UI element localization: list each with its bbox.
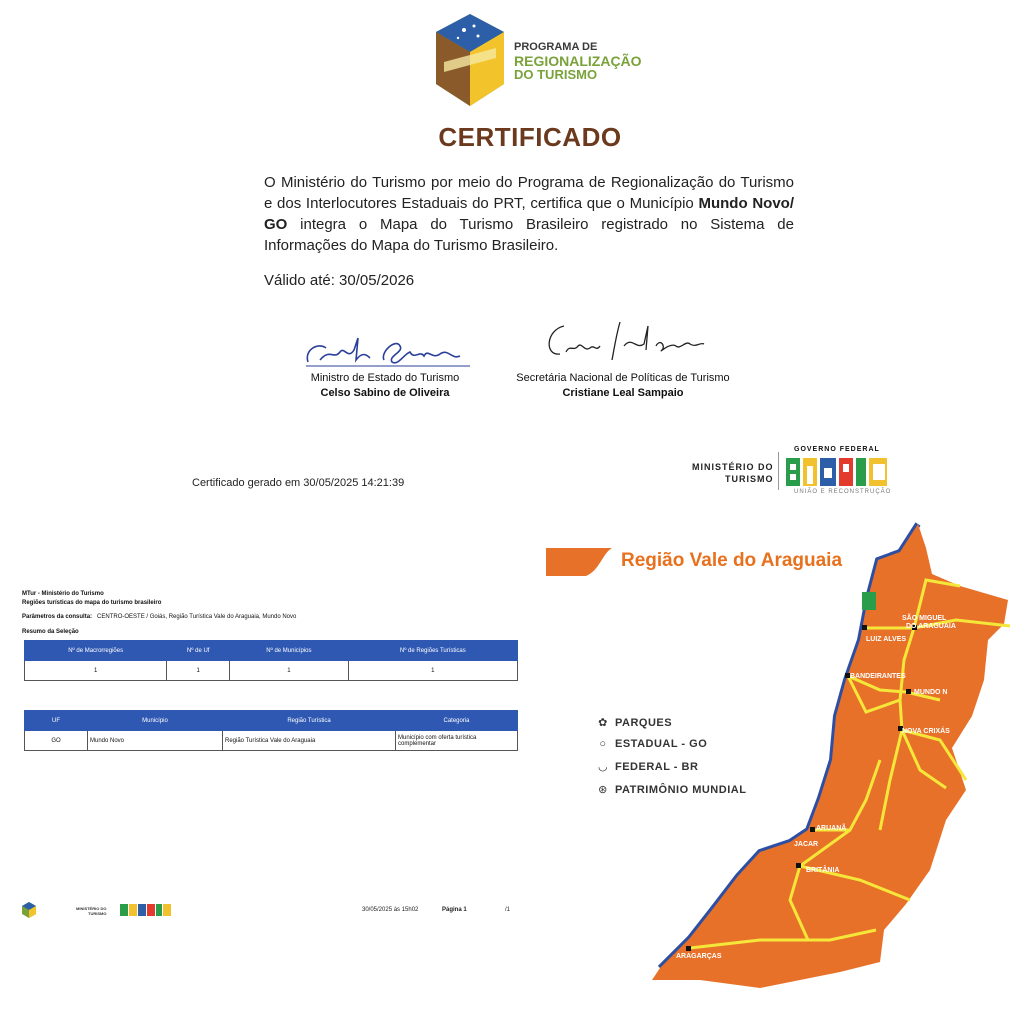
city-label: SÃO MIGUEL: [902, 615, 947, 622]
detail-cell-categoria: Município com oferta turística complementar: [396, 731, 518, 751]
region-map: [600, 512, 1024, 992]
city-label: MUNDO N: [914, 689, 948, 696]
detail-header: Município: [88, 711, 223, 731]
footer-brasil-logo: [120, 901, 172, 924]
city-label: ARUANÃ: [816, 825, 847, 832]
report-header-2: Regiões turísticas do mapa do turismo brasileiro: [22, 600, 162, 606]
park-icon: ✿: [598, 717, 608, 729]
footer-prt-logo-icon: [22, 902, 36, 923]
legend-label: PATRIMÔNIO MUNDIAL: [615, 784, 747, 796]
city-label: NOVA CRIXÁS: [902, 728, 950, 735]
params-value: CENTRO-OESTE / Goiás, Região Turística Vale do Araguaia, Mundo Novo: [97, 614, 297, 620]
signature-celso: [300, 330, 475, 370]
signer-name-1: Celso Sabino de Oliveira: [320, 387, 450, 399]
ministry-line1: MINISTÉRIO DO: [692, 462, 774, 472]
certificate-body: [264, 172, 794, 256]
legend-label: ESTADUAL - GO: [615, 738, 708, 750]
detail-header-row: [25, 711, 518, 731]
ministry-line2: TURISMO: [725, 474, 774, 484]
detail-header: Categoria: [396, 711, 518, 731]
gov-federal-label: GOVERNO FEDERAL: [794, 446, 880, 453]
prt-logo-text: [514, 40, 642, 82]
summary-header: Nº de Uf: [167, 641, 230, 661]
report-header-1: MTur - Ministério do Turismo: [22, 591, 104, 597]
shield-icon: ◡: [597, 761, 609, 773]
signer-name-2: Cristiane Leal Sampaio: [562, 387, 684, 399]
prt-line3: DO TURISMO: [514, 67, 598, 82]
detail-cell-regiao: Região Turística Vale do Araguaia: [223, 731, 396, 751]
body-part1: O Ministério do Turismo por meio do Programa de Regionalização do Turismo e dos Interlocutores Estaduais do PRT, certifica que o Município: [264, 174, 794, 212]
summary-header: Nº de Municípios: [230, 641, 349, 661]
summary-cell: 1: [348, 661, 517, 681]
prt-line1: PROGRAMA DE: [514, 41, 598, 53]
footer-date: 30/05/2025 às 15h02: [362, 907, 419, 913]
body-part2: integra o Mapa do Turismo Brasileiro registrado no Sistema de Informações do Mapa do Turismo Brasileiro.: [264, 216, 794, 254]
city-label: LUIZ ALVES: [866, 636, 907, 643]
generated-timestamp: Certificado gerado em 30/05/2025 14:21:39: [192, 477, 405, 489]
detail-table: [24, 710, 518, 751]
summary-header: Nº de Regiões Turísticas: [348, 641, 517, 661]
legend-label: PARQUES: [615, 717, 673, 729]
brasil-logo: [786, 456, 890, 488]
signer-role-1: Ministro de Estado do Turismo: [310, 372, 460, 384]
summary-header: Nº de Macrorregiões: [25, 641, 167, 661]
summary-cell: 1: [167, 661, 230, 681]
summary-table: [24, 640, 518, 681]
map-title: Região Vale do Araguaia: [621, 550, 843, 571]
params-label: Parâmetros da consulta:: [22, 614, 93, 620]
heritage-icon: ⊛: [598, 784, 608, 796]
detail-cell-uf: GO: [25, 731, 88, 751]
detail-header: UF: [25, 711, 88, 731]
summary-header-row: [25, 641, 518, 661]
city-label: DO ARAGUAIA: [906, 623, 956, 630]
valid-until: Válido até: 30/05/2026: [264, 272, 415, 289]
footer-ministry-logo: [76, 906, 106, 916]
footer-ministry-line1: MINISTÉRIO DO: [76, 906, 107, 911]
city-label: JACAR: [794, 841, 819, 848]
footer-page-total: /1: [505, 907, 511, 913]
prt-line2: REGIONALIZAÇÃO: [514, 53, 642, 69]
signature-block-1: [290, 371, 480, 401]
gov-slogan: UNIÃO E RECONSTRUÇÃO: [794, 489, 892, 495]
summary-cell: 1: [230, 661, 349, 681]
report-header: [22, 590, 161, 608]
signer-role-2: Secretária Nacional de Políticas de Turismo: [516, 372, 730, 384]
footer-page: Página 1: [442, 907, 467, 913]
certificate-title: CERTIFICADO: [438, 122, 622, 152]
summary-cell: 1: [25, 661, 167, 681]
city-label: BRITÂNIA: [806, 867, 840, 874]
table-row: [25, 661, 518, 681]
report-params: [22, 614, 296, 620]
detail-cell-municipio: Mundo Novo: [88, 731, 223, 751]
divider: [778, 452, 779, 490]
signature-block-2: [515, 371, 731, 401]
signature-cristiane: [540, 316, 710, 368]
city-label: ARAGARÇAS: [676, 953, 722, 960]
city-label: BANDEIRANTES: [850, 673, 906, 680]
body-municipality: Mundo Novo/ GO: [264, 195, 795, 233]
prt-logo-icon: [434, 12, 506, 108]
circle-icon: ○: [599, 738, 607, 750]
table-row: [25, 731, 518, 751]
summary-title: Resumo da Seleção: [22, 629, 79, 635]
park-marker: [862, 592, 876, 610]
detail-header: Região Turística: [223, 711, 396, 731]
ministry-logo: [692, 461, 774, 485]
footer-ministry-line2: TURISMO: [88, 911, 107, 916]
legend-label: FEDERAL - BR: [615, 761, 699, 773]
